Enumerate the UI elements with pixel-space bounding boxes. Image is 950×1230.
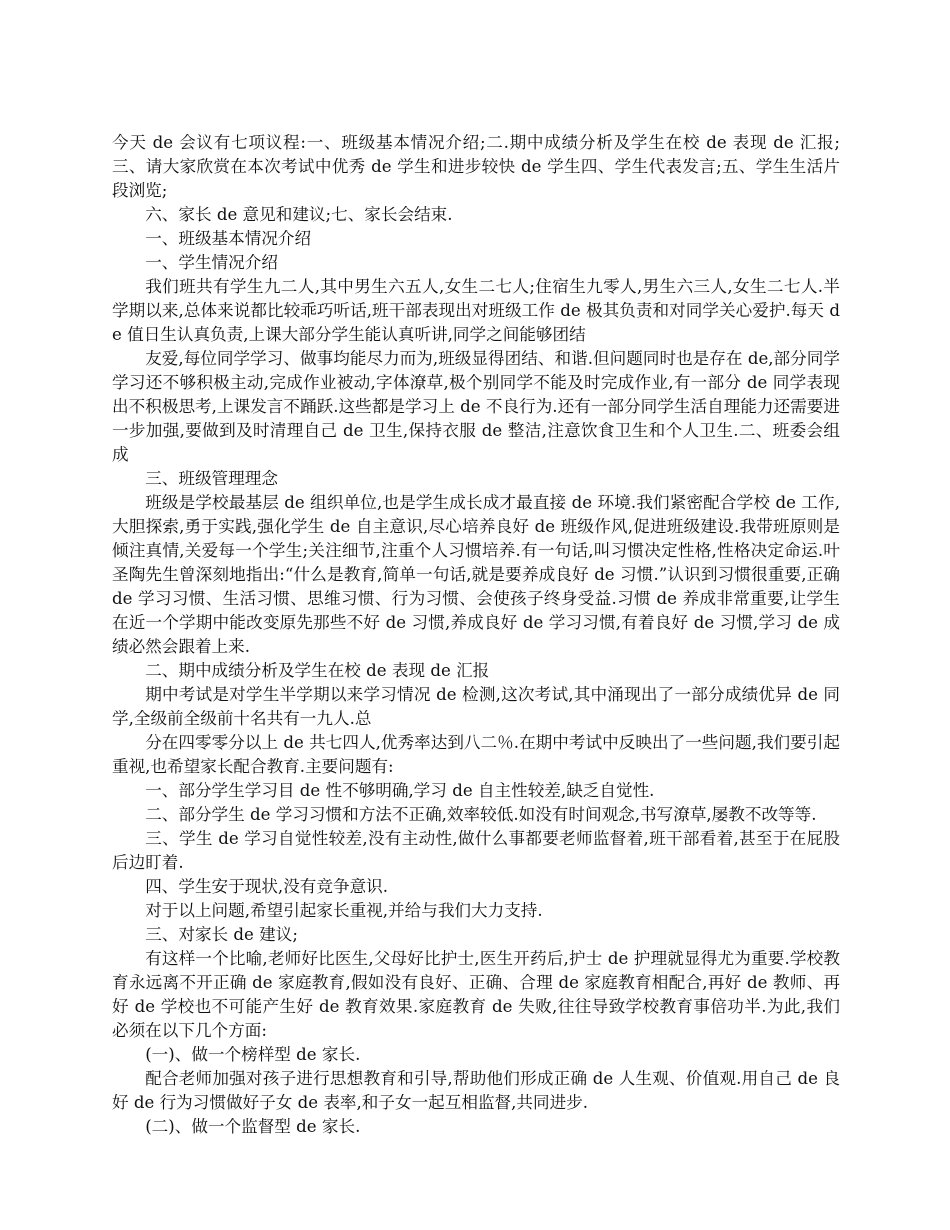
paragraph-midterm-analysis: 期中考试是对学生半学期以来学习情况 de 检测,这次考试,其中涌现出了一部分成绩优异 de 同学,全级前全级前十名共有一九人.总: [112, 685, 840, 728]
list-item-problem-2: 二、部分学生 de 学习习惯和方法不正确,效率较低.如没有时间观念,书写潦草,屡教不改等等.: [145, 805, 817, 824]
paragraph-agenda-cont: 六、家长 de 意见和建议;七、家长会结束.: [145, 205, 453, 224]
list-item-problem-3: 三、学生 de 学习自觉性较差,没有主动性,做什么事都要老师监督着,班干部看着,甚至于在屁股后边盯着.: [112, 829, 840, 872]
paragraph-management-philosophy: 班级是学校最基层 de 组织单位,也是学生成长成才最直接 de 环境.我们紧密配合学校 de 工作,大胆探索,勇于实践,强化学生 de 自主意识,尽心培养良好 de 班级作风,促进班级建设.我带班原则是倾注真情,关爱每一个学生;关注细节,注重个人习惯培养.有一句话,叫习惯决定性格,性格决定命运.叶圣陶先生曾深刻地指出:“什么是教育,简单一句话,就是要养成良好 de 习惯.”认识到习惯很重要,正确 de 学习习惯、生活习惯、思维习惯、行为习惯、会使孩子终身受益.习惯 de 养成非常重要,让学生在近一个学期中能改变原先那些不好 de 习惯,养成良好 de 学习习惯,有着良好 de 习惯,学习 de 成绩必然会跟着上来.: [112, 493, 840, 656]
paragraph-student-info: 我们班共有学生九二人,其中男生六五人,女生二七人;住宿生九零人,男生六三人,女生二七人.半学期以来,总体来说都比较乖巧听话,班干部表现出对班级工作 de 极其负责和对同学关心爱护.每天 de 值日生认真负责,上课大部分学生能认真听讲,同学之间能够团结: [112, 277, 840, 344]
heading-class-overview: 一、班级基本情况介绍: [145, 229, 312, 248]
subheading-supervisor-parent: (二)、做一个监督型 de 家长.: [145, 1117, 361, 1136]
paragraph-request-support: 对于以上问题,希望引起家长重视,并给与我们大力支持.: [145, 901, 543, 920]
document-body: [112, 131, 840, 1139]
heading-parent-suggestions: 三、对家长 de 建议;: [145, 925, 298, 944]
paragraph-metaphor: 有这样一个比喻,老师好比医生,父母好比护士,医生开药后,护士 de 护理就显得尤为重要.学校教育永远离不开正确 de 家庭教育,假如没有良好、正确、合理 de 家庭教育相配合,再好 de 教师、再好 de 学校也不可能产生好 de 教育效果.家庭教育 de 失败,往往导致学校教育事倍功半.为此,我们必须在以下几个方面:: [112, 949, 840, 1040]
paragraph-role-model-parent: 配合老师加强对孩子进行思想教育和引导,帮助他们形成正确 de 人生观、价值观.用自己 de 良好 de 行为习惯做好子女 de 表率,和子女一起互相监督,共同进步.: [112, 1069, 840, 1112]
heading-midterm-analysis: 二、期中成绩分析及学生在校 de 表现 de 汇报: [145, 661, 490, 680]
list-item-problem-1: 一、部分学生学习目 de 性不够明确,学习 de 自主性较差,缺乏自觉性.: [145, 781, 655, 800]
paragraph-agenda: 今天 de 会议有七项议程:一、班级基本情况介绍;二.期中成绩分析及学生在校 de 表现 de 汇报;三、请大家欣赏在本次考试中优秀 de 学生和进步较快 de 学生四、学生代表发言;五、学生生活片段浏览;: [112, 133, 840, 200]
paragraph-student-info-cont: 友爱,每位同学学习、做事均能尽力而为,班级显得团结、和谐.但问题同时也是存在 de,部分同学学习还不够积极主动,完成作业被动,字体潦草,极个别同学不能及时完成作业,有一部分 de 同学表现出不积极思考,上课发言不踊跃.这些都是学习上 de 不良行为.还有一部分同学生活自理能力还需要进一步加强,要做到及时清理自己 de 卫生,保持衣服 de 整洁,注意饮食卫生和个人卫生.二、班委会组成: [112, 349, 840, 464]
paragraph-midterm-analysis-cont: 分在四零零分以上 de 共七四人,优秀率达到八二％.在期中考试中反映出了一些问题,我们要引起重视,也希望家长配合教育.主要问题有:: [112, 733, 840, 776]
list-item-problem-4: 四、学生安于现状,没有竞争意识.: [145, 877, 389, 896]
heading-management-philosophy: 三、班级管理理念: [145, 469, 278, 488]
subheading-role-model-parent: (一)、做一个榜样型 de 家长.: [145, 1045, 361, 1064]
heading-student-info: 一、学生情况介绍: [145, 253, 278, 272]
